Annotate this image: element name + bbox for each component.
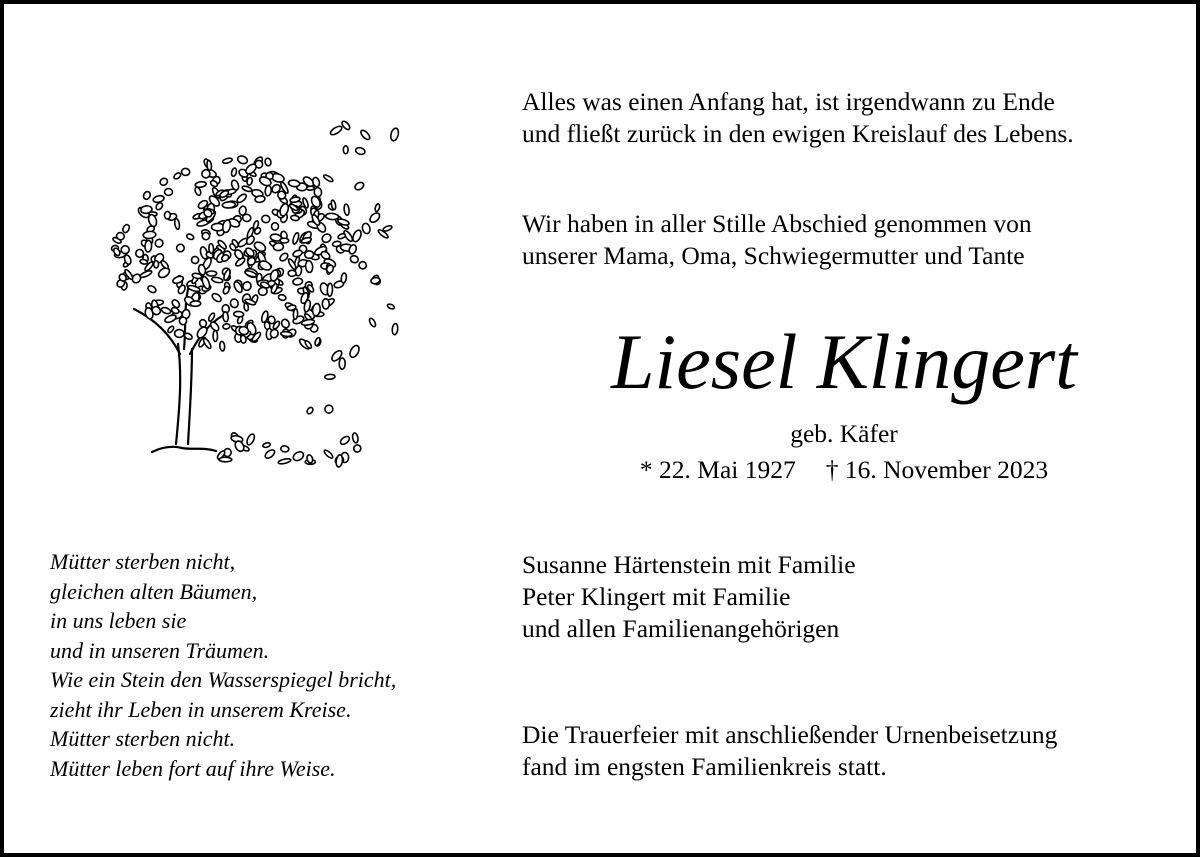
service-line: fand im engsten Familienkreis statt. [522,752,887,781]
poem-line: Mütter sterben nicht. [50,726,236,751]
poem-line: Wie ein Stein den Wasserspiegel bricht, [50,667,397,692]
death-date: † 16. November 2023 [825,455,1049,484]
life-dates [484,454,1200,486]
farewell-text [522,208,1032,272]
windblown-tree-icon [104,104,404,474]
intro-line: Alles was einen Anfang hat, ist irgendwann zu Ende [522,87,1055,116]
poem-line: und in unseren Träumen. [50,637,270,663]
mourner-line: und allen Familienangehörigen [522,614,840,643]
poem-line: Mütter leben fort auf ihre Weise. [50,755,336,781]
poem-line: gleichen alten Bäumen, [50,578,258,604]
birth-date: * 22. Mai 1927 [639,455,796,484]
service-line: Die Trauerfeier mit anschließender Urnenbeisetzung [522,720,1058,749]
service-note [522,719,1057,783]
mourner-line: Susanne Härtenstein mit Familie [522,550,856,579]
poem-line: zieht ihr Leben in unserem Kreise. [50,696,352,722]
poem-line: in uns leben sie [50,608,187,633]
intro-verse [522,86,1074,150]
maiden-name: geb. Käfer [790,419,898,448]
poem-line: Mütter sterben nicht, [50,549,236,574]
deceased-name: Liesel Klingert [611,318,1077,405]
poem [50,547,396,783]
intro-line: und fließt zurück in den ewigen Kreislauf des Lebens. [522,119,1074,148]
farewell-line: Wir haben in aller Stille Abschied genommen von [522,209,1032,238]
farewell-line: unserer Mama, Oma, Schwiegermutter und Tante [522,241,1025,270]
mourner-line: Peter Klingert mit Familie [522,582,791,611]
mourners-list [522,549,856,645]
